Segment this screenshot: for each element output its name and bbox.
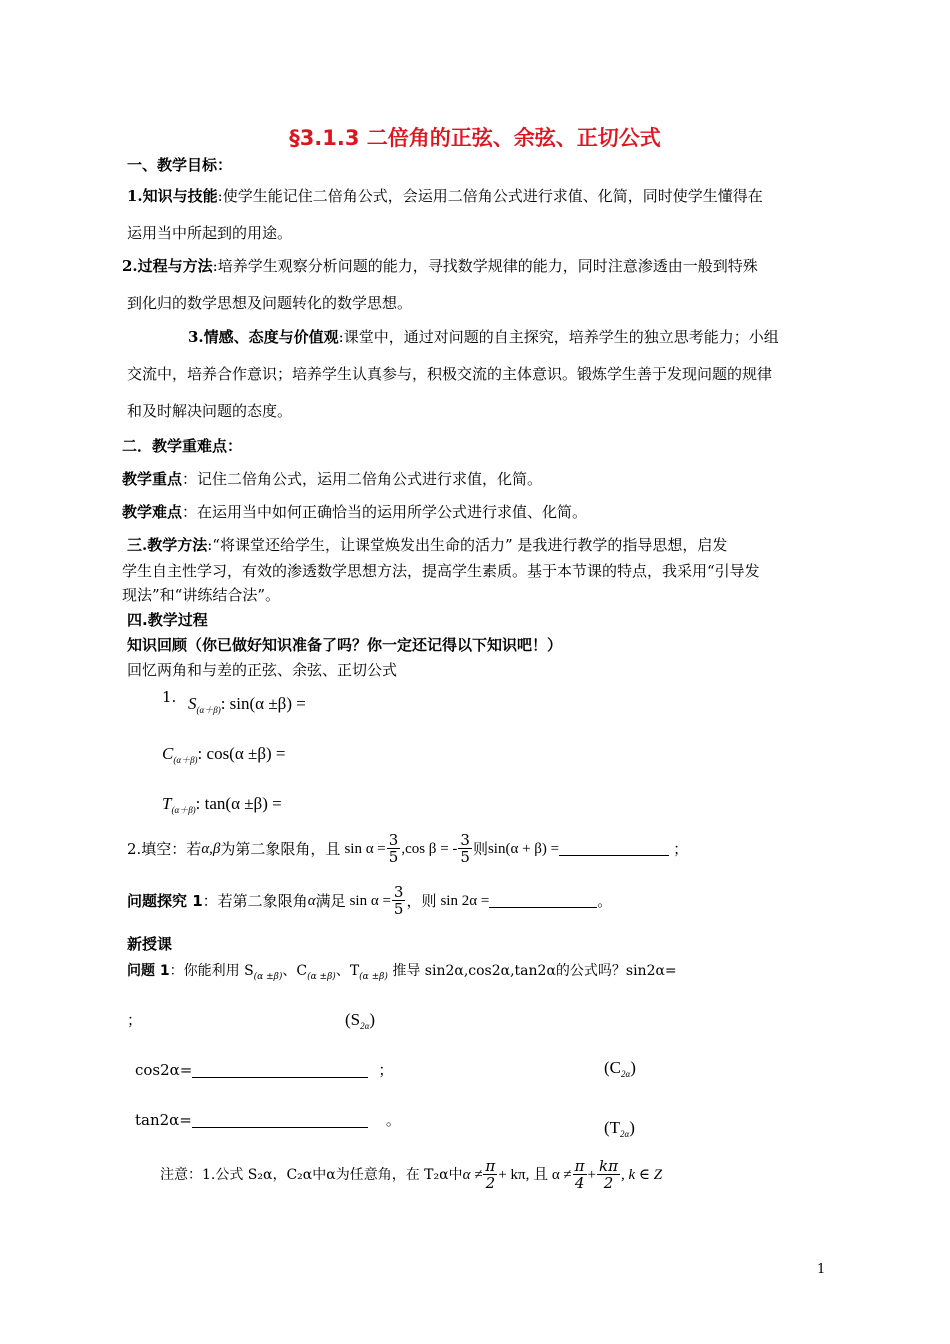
explore-then: ，则 bbox=[406, 891, 437, 910]
objective-1-cont: 运用当中所起到的用途。 bbox=[127, 224, 293, 242]
label-c2a bbox=[604, 1058, 636, 1079]
explore-end: 。 bbox=[597, 891, 613, 910]
formula-sin-sum bbox=[188, 694, 306, 716]
method bbox=[127, 535, 727, 555]
fill-then: 则 bbox=[472, 839, 488, 858]
explore-fraction-den: 5 bbox=[393, 900, 404, 918]
question-1-semicolon: ； bbox=[127, 1011, 143, 1029]
explore-fraction-num: 3 bbox=[393, 883, 404, 901]
note-fraction-3 bbox=[597, 1158, 620, 1191]
section-4-heading: 四.教学过程 bbox=[127, 611, 208, 629]
question-1-s-sub: (α ±β) bbox=[253, 972, 283, 982]
formula-tan-sub: (α＋β) bbox=[171, 805, 196, 815]
fill-answer-blank[interactable] bbox=[559, 841, 669, 856]
label-c2a-close: ) bbox=[630, 1058, 636, 1077]
explore-expr: sin 2α = bbox=[440, 892, 490, 909]
objective-1-text: :使学生能记住二倍角公式，会运用二倍角公式进行求值、化简，同时使学生懂得在 bbox=[217, 187, 763, 205]
key-point bbox=[122, 469, 542, 489]
tan2a-label: tan2α= bbox=[135, 1111, 192, 1129]
formula-cos-body: : cos(α ±β) = bbox=[197, 744, 286, 763]
difficult-point-label: 教学难点 bbox=[122, 503, 183, 521]
difficult-point-text: ：在运用当中如何正确恰当的运用所学公式进行求值、化简。 bbox=[182, 503, 588, 521]
question-1-text2: 推导 sin2α,cos2α,tan2α的公式吗？sin2α= bbox=[387, 963, 677, 979]
formula-sin-sub: (α＋β) bbox=[196, 705, 221, 715]
note-line bbox=[160, 1158, 662, 1191]
fill-expr: sin(α + β) = bbox=[487, 840, 560, 857]
formula-tan-sum bbox=[162, 794, 282, 816]
question-1-sep2: 、T bbox=[335, 963, 360, 979]
label-s2a-close: ) bbox=[369, 1010, 376, 1029]
fill-vars: α,β bbox=[201, 840, 221, 857]
label-s2a bbox=[345, 1010, 375, 1031]
objective-3-cont2: 和及时解决问题的态度。 bbox=[127, 402, 293, 420]
cos2a-label: cos2α= bbox=[135, 1061, 193, 1079]
objective-1 bbox=[127, 186, 763, 206]
fill-cos: ,cos β = - bbox=[401, 840, 458, 857]
formula-cos-sub: (α＋β) bbox=[173, 755, 198, 765]
method-cont2: 现法”和“讲练结合法”。 bbox=[122, 586, 281, 604]
formula-cos-sum bbox=[162, 744, 285, 766]
label-c2a-sub: 2α bbox=[621, 1069, 631, 1079]
method-cont: 学生自主性学习，有效的渗透数学思想方法，提高学生素质。基于本节课的特点，我采用“引导发 bbox=[122, 562, 760, 580]
formula-cos-letter: C bbox=[162, 744, 174, 763]
cos2a-line bbox=[135, 1060, 393, 1080]
explore-answer-blank[interactable] bbox=[489, 893, 597, 908]
review-item-number: 1. bbox=[162, 688, 177, 706]
note-fraction-1-num: π bbox=[485, 1157, 496, 1175]
note-cond1: α ≠ bbox=[462, 1166, 483, 1183]
question-1 bbox=[127, 961, 677, 987]
objective-2-label: 2.过程与方法 bbox=[122, 257, 213, 275]
objective-2 bbox=[122, 256, 758, 276]
note-fraction-2-den: 4 bbox=[574, 1174, 585, 1192]
method-text: :“将课堂还给学生，让课堂焕发出生命的活力” 是我进行教学的指导思想，启发 bbox=[207, 536, 728, 554]
section-2-heading: 二．教学重难点： bbox=[122, 437, 243, 455]
section-1-heading: 一、教学目标： bbox=[127, 156, 233, 174]
objective-3-cont: 交流中，培养合作意识；培养学生认真参与，积极交流的主体意识。锻炼学生善于发现问题的规律 bbox=[127, 365, 773, 383]
label-t2a-close: ) bbox=[629, 1118, 635, 1137]
question-1-text: ：你能利用 S bbox=[169, 963, 254, 979]
method-label: 三.教学方法 bbox=[127, 536, 208, 554]
formula-tan-body: : tan(α ±β) = bbox=[195, 794, 282, 813]
question-1-c-sub: (α ±β) bbox=[307, 972, 336, 982]
explore-sin: sin α = bbox=[349, 892, 391, 909]
cos2a-end: ； bbox=[378, 1061, 394, 1079]
label-s2a-sub: 2α bbox=[360, 1021, 370, 1031]
question-1-label: 问题 1 bbox=[127, 963, 170, 979]
difficult-point bbox=[122, 502, 587, 522]
label-t2a-open: (T bbox=[604, 1118, 621, 1137]
explore-fraction bbox=[392, 884, 406, 917]
objective-3 bbox=[188, 327, 779, 347]
formula-sin-body: : sin(α ±β) = bbox=[220, 694, 306, 713]
fill-fraction-1-den: 5 bbox=[388, 848, 399, 866]
explore-mid: 满足 bbox=[315, 891, 346, 910]
key-point-label: 教学重点 bbox=[122, 470, 183, 488]
explore-question-1 bbox=[127, 884, 612, 917]
formula-sin-letter: S bbox=[188, 694, 197, 713]
fill-sin: sin α = bbox=[344, 840, 386, 857]
note-fraction-2-num: π bbox=[574, 1157, 585, 1175]
fill-fraction-1-num: 3 bbox=[388, 831, 399, 849]
cos2a-blank[interactable] bbox=[192, 1063, 368, 1078]
label-s2a-open: (S bbox=[345, 1010, 361, 1029]
note-tail: , k ∈ Z bbox=[620, 1166, 663, 1183]
note-fraction-2 bbox=[573, 1158, 587, 1191]
page-number: 1 bbox=[817, 1262, 826, 1277]
tan2a-end: 。 bbox=[385, 1111, 401, 1129]
explore-label: 问题探究 1 bbox=[127, 891, 203, 910]
review-heading: 知识回顾（你已做好知识准备了吗？你一定还记得以下知识吧！） bbox=[127, 636, 563, 654]
explore-alpha: α bbox=[307, 892, 316, 909]
label-t2a-sub: 2α bbox=[620, 1129, 630, 1139]
fill-mid: 为第二象限角，且 bbox=[220, 839, 341, 858]
question-1-sep1: 、C bbox=[282, 963, 308, 979]
tan2a-line bbox=[135, 1110, 401, 1130]
objective-2-text: :培养学生观察分析问题的能力，寻找数学规律的能力，同时注意渗透由一般到特殊 bbox=[212, 257, 758, 275]
objective-3-text: :课堂中，通过对问题的自主探究，培养学生的独立思考能力；小组 bbox=[338, 328, 779, 346]
fill-fraction-2 bbox=[458, 832, 472, 865]
label-c2a-open: (C bbox=[604, 1058, 621, 1077]
label-t2a bbox=[604, 1118, 635, 1139]
fill-blank-question bbox=[127, 832, 688, 865]
fill-fraction-2-num: 3 bbox=[460, 831, 470, 849]
note-fraction-1-den: 2 bbox=[485, 1174, 496, 1192]
question-1-t-sub: (α ±β) bbox=[359, 972, 388, 982]
fill-prefix: 2.填空：若 bbox=[127, 839, 202, 858]
formula-tan-letter: T bbox=[162, 794, 172, 813]
explore-text: ：若第二象限角 bbox=[202, 891, 308, 910]
objective-1-label: 1.知识与技能 bbox=[127, 187, 218, 205]
note-fraction-3-num: kπ bbox=[598, 1157, 618, 1175]
fill-fraction-1 bbox=[387, 832, 401, 865]
fill-end: ； bbox=[673, 839, 689, 858]
note-fraction-1 bbox=[483, 1158, 497, 1191]
note-plus: + kπ, 且 α ≠ bbox=[498, 1166, 572, 1183]
note-plus2: + bbox=[587, 1166, 596, 1183]
fill-fraction-2-den: 5 bbox=[460, 848, 470, 866]
key-point-text: ：记住二倍角公式，运用二倍角公式进行求值，化简。 bbox=[182, 470, 543, 488]
new-lesson-heading: 新授课 bbox=[127, 935, 173, 953]
objective-3-label: 3.情感、态度与价值观 bbox=[188, 328, 339, 346]
objective-2-cont: 到化归的数学思想及问题转化的数学思想。 bbox=[127, 294, 413, 312]
note-text: 注意：1.公式 S₂α，C₂α中α为任意角，在 T₂α中 bbox=[160, 1166, 463, 1183]
tan2a-blank[interactable] bbox=[192, 1113, 368, 1128]
page-title: §3.1.3 二倍角的正弦、余弦、正切公式 bbox=[289, 126, 661, 150]
note-fraction-3-den: 2 bbox=[603, 1174, 614, 1192]
review-intro: 回忆两角和与差的正弦、余弦、正切公式 bbox=[127, 661, 398, 679]
